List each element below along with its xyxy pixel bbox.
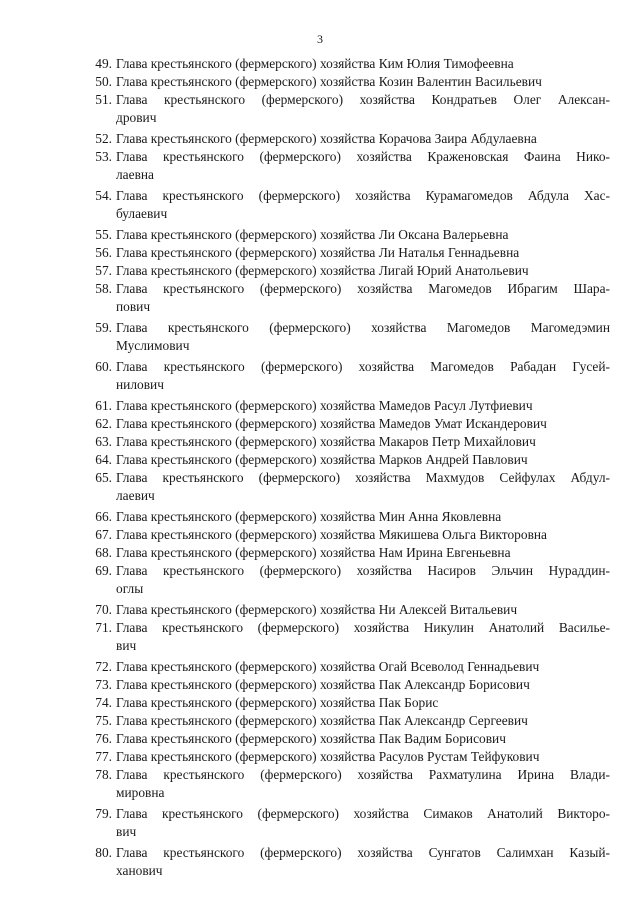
item-number: 77. bbox=[95, 749, 112, 764]
item-number: 79. bbox=[95, 806, 112, 821]
item-text: Глава крестьянского (фермерского) хозяйства Ли Наталья Геннадьевна bbox=[116, 245, 520, 260]
item-number: 69. bbox=[95, 563, 112, 578]
item-text-continuation: булаевич bbox=[116, 206, 168, 221]
item-text: Глава крестьянского (фермерского) хозяйства Магомедов Магомедэмин bbox=[116, 320, 610, 335]
item-number: 61. bbox=[95, 398, 112, 413]
item-text: Глава крестьянского (фермерского) хозяйства Козин Валентин Васильевич bbox=[116, 74, 542, 89]
list-item bbox=[88, 319, 610, 355]
item-text-continuation: нилович bbox=[116, 377, 164, 392]
item-text-continuation: вич bbox=[116, 824, 137, 839]
item-number: 49. bbox=[95, 56, 112, 71]
item-number: 73. bbox=[95, 677, 112, 692]
item-number: 75. bbox=[95, 713, 112, 728]
item-number: 66. bbox=[95, 509, 112, 524]
item-number: 56. bbox=[95, 245, 112, 260]
item-number: 67. bbox=[95, 527, 112, 542]
item-text: Глава крестьянского (фермерского) хозяйства Ким Юлия Тимофеевна bbox=[116, 56, 514, 71]
list-item bbox=[88, 730, 610, 748]
item-text-continuation: дрович bbox=[116, 110, 157, 125]
list-item bbox=[88, 187, 610, 223]
entry-list bbox=[88, 55, 610, 880]
list-item bbox=[88, 148, 610, 184]
list-item bbox=[88, 358, 610, 394]
item-text: Глава крестьянского (фермерского) хозяйства Ни Алексей Витальевич bbox=[116, 602, 518, 617]
list-item bbox=[88, 280, 610, 316]
list-item bbox=[88, 676, 610, 694]
item-text: Глава крестьянского (фермерского) хозяйства Магомедов Ибрагим Шара- bbox=[116, 281, 610, 296]
item-text-continuation: лаевна bbox=[116, 167, 155, 182]
item-text: Глава крестьянского (фермерского) хозяйства Магомедов Рабадан Гусей- bbox=[116, 359, 610, 374]
list-item bbox=[88, 562, 610, 598]
item-text: Глава крестьянского (фермерского) хозяйства Никулин Анатолий Василье- bbox=[116, 620, 610, 635]
item-number: 64. bbox=[95, 452, 112, 467]
list-item bbox=[88, 397, 610, 415]
item-text: Глава крестьянского (фермерского) хозяйства Мин Анна Яковлевна bbox=[116, 509, 502, 524]
item-text-continuation: пович bbox=[116, 299, 151, 314]
item-text: Глава крестьянского (фермерского) хозяйства Марков Андрей Павлович bbox=[116, 452, 528, 467]
item-number: 58. bbox=[95, 281, 112, 296]
list-item bbox=[88, 526, 610, 544]
item-number: 60. bbox=[95, 359, 112, 374]
item-text: Глава крестьянского (фермерского) хозяйства Махмудов Сейфулах Абдул- bbox=[116, 470, 610, 485]
list-item bbox=[88, 544, 610, 562]
list-item bbox=[88, 619, 610, 655]
item-number: 74. bbox=[95, 695, 112, 710]
item-text: Глава крестьянского (фермерского) хозяйства Симаков Анатолий Викторо- bbox=[116, 806, 610, 821]
list-item bbox=[88, 244, 610, 262]
item-text: Глава крестьянского (фермерского) хозяйства Мякишева Ольга Викторовна bbox=[116, 527, 547, 542]
list-item bbox=[88, 658, 610, 676]
list-item bbox=[88, 844, 610, 880]
item-text: Глава крестьянского (фермерского) хозяйства Пак Александр Борисович bbox=[116, 677, 530, 692]
list-item bbox=[88, 262, 610, 280]
item-text: Глава крестьянского (фермерского) хозяйства Расулов Рустам Тейфукович bbox=[116, 749, 540, 764]
list-item bbox=[88, 766, 610, 802]
list-item bbox=[88, 748, 610, 766]
item-number: 78. bbox=[95, 767, 112, 782]
item-text: Глава крестьянского (фермерского) хозяйства Мамедов Умат Искандерович bbox=[116, 416, 547, 431]
list-item bbox=[88, 55, 610, 73]
item-number: 55. bbox=[95, 227, 112, 242]
list-item bbox=[88, 130, 610, 148]
list-item bbox=[88, 694, 610, 712]
item-number: 80. bbox=[95, 845, 112, 860]
item-text: Глава крестьянского (фермерского) хозяйства Ли Оксана Валерьевна bbox=[116, 227, 509, 242]
list-item bbox=[88, 805, 610, 841]
item-number: 51. bbox=[95, 92, 112, 107]
list-item bbox=[88, 226, 610, 244]
item-text: Глава крестьянского (фермерского) хозяйства Пак Александр Сергеевич bbox=[116, 713, 528, 728]
item-text: Глава крестьянского (фермерского) хозяйства Лигай Юрий Анатольевич bbox=[116, 263, 529, 278]
list-item bbox=[88, 415, 610, 433]
item-text: Глава крестьянского (фермерского) хозяйства Пак Вадим Борисович bbox=[116, 731, 506, 746]
item-number: 72. bbox=[95, 659, 112, 674]
list-item bbox=[88, 451, 610, 469]
item-number: 71. bbox=[95, 620, 112, 635]
item-text: Глава крестьянского (фермерского) хозяйства Сунгатов Салимхан Казый- bbox=[116, 845, 610, 860]
item-text: Глава крестьянского (фермерского) хозяйства Корачова Заира Абдулаевна bbox=[116, 131, 537, 146]
item-number: 68. bbox=[95, 545, 112, 560]
item-number: 57. bbox=[95, 263, 112, 278]
item-text: Глава крестьянского (фермерского) хозяйства Курамагомедов Абдула Хас- bbox=[116, 188, 610, 203]
item-text: Глава крестьянского (фермерского) хозяйства Рахматулина Ирина Влади- bbox=[116, 767, 610, 782]
item-text: Глава крестьянского (фермерского) хозяйства Кондратьев Олег Алексан- bbox=[116, 92, 610, 107]
item-text: Глава крестьянского (фермерского) хозяйства Краженовская Фаина Нико- bbox=[116, 149, 610, 164]
list-item bbox=[88, 433, 610, 451]
list-item bbox=[88, 712, 610, 730]
item-text-continuation: мировна bbox=[116, 785, 165, 800]
item-text-continuation: Муслимович bbox=[116, 338, 190, 353]
item-text-continuation: ханович bbox=[116, 863, 163, 878]
list-item bbox=[88, 601, 610, 619]
item-number: 65. bbox=[95, 470, 112, 485]
item-text-continuation: оглы bbox=[116, 581, 144, 596]
item-number: 62. bbox=[95, 416, 112, 431]
item-text: Глава крестьянского (фермерского) хозяйства Пак Борис bbox=[116, 695, 439, 710]
list-item bbox=[88, 508, 610, 526]
item-number: 70. bbox=[95, 602, 112, 617]
item-text-continuation: вич bbox=[116, 638, 137, 653]
item-number: 63. bbox=[95, 434, 112, 449]
item-number: 53. bbox=[95, 149, 112, 164]
list-item bbox=[88, 73, 610, 91]
item-text: Глава крестьянского (фермерского) хозяйства Нам Ирина Евгеньевна bbox=[116, 545, 511, 560]
list-item bbox=[88, 469, 610, 505]
item-number: 52. bbox=[95, 131, 112, 146]
item-number: 50. bbox=[95, 74, 112, 89]
list-item bbox=[88, 91, 610, 127]
item-number: 54. bbox=[95, 188, 112, 203]
page-number: 3 bbox=[317, 32, 323, 46]
item-number: 59. bbox=[95, 320, 112, 335]
item-text: Глава крестьянского (фермерского) хозяйства Мамедов Расул Лутфиевич bbox=[116, 398, 533, 413]
item-text: Глава крестьянского (фермерского) хозяйства Огай Всеволод Геннадьевич bbox=[116, 659, 540, 674]
item-text: Глава крестьянского (фермерского) хозяйства Насиров Эльчин Нураддин- bbox=[116, 563, 610, 578]
item-number: 76. bbox=[95, 731, 112, 746]
item-text-continuation: лаевич bbox=[116, 488, 155, 503]
item-text: Глава крестьянского (фермерского) хозяйства Макаров Петр Михайлович bbox=[116, 434, 536, 449]
